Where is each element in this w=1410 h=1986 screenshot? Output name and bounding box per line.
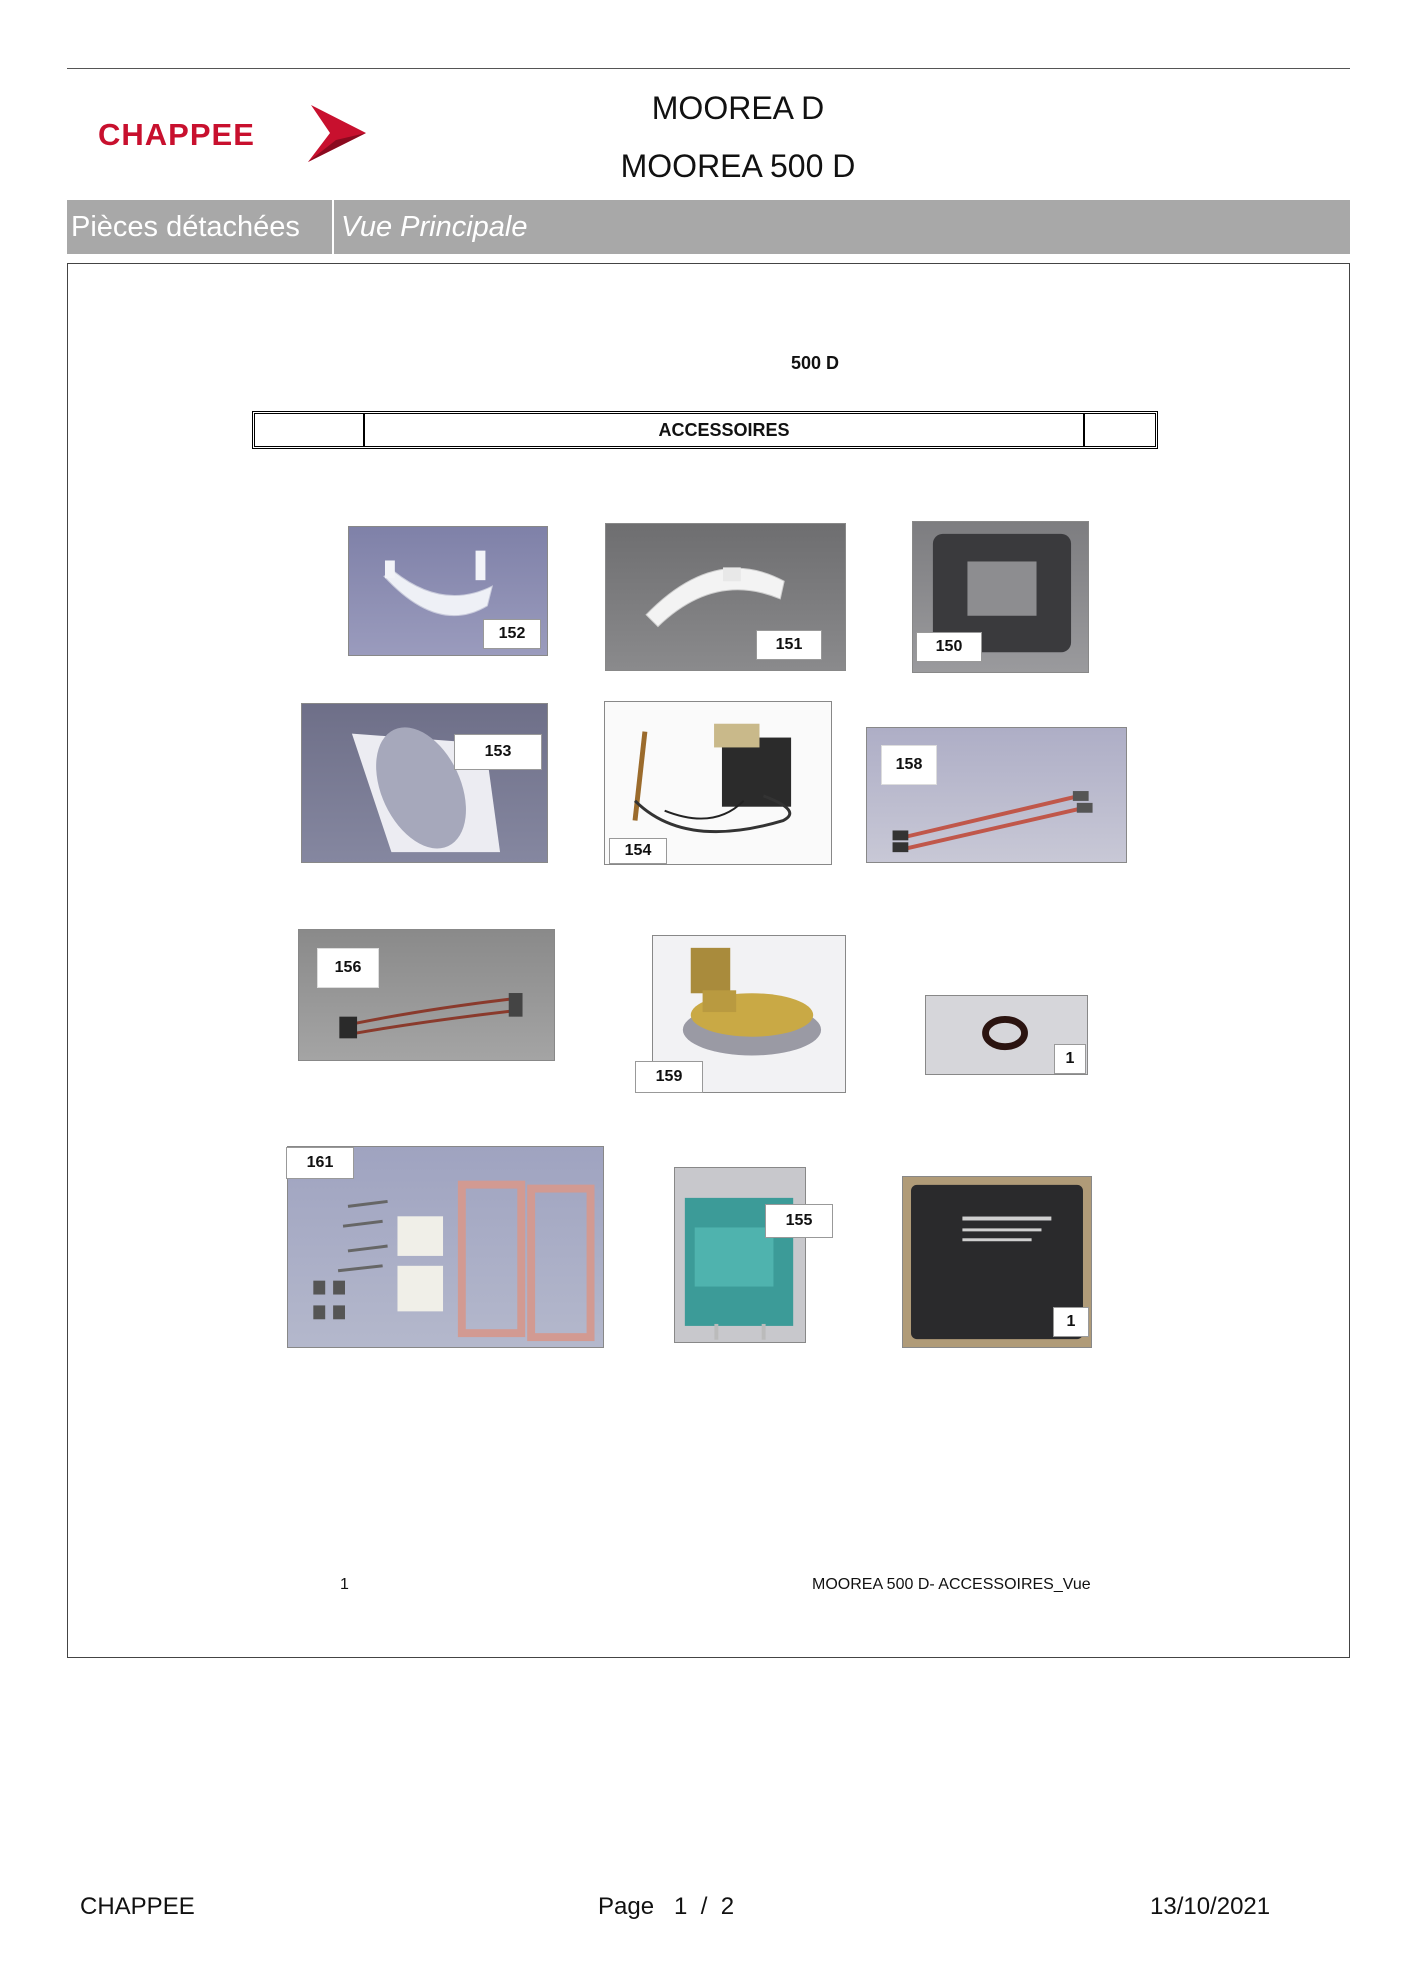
part-ref-tag: 1 <box>1053 1307 1089 1337</box>
category-cell-left <box>255 414 365 446</box>
title-line2: MOOREA 500 D <box>620 148 856 184</box>
part-image-150[interactable] <box>912 521 1089 673</box>
part-ref-tag: 161 <box>286 1147 354 1179</box>
part-image-1-ring[interactable] <box>925 995 1088 1075</box>
view-reference: MOOREA 500 D- ACCESSOIRES_Vue <box>812 1576 1091 1593</box>
footer-page-label: Page 1 / 2 <box>598 1893 735 1920</box>
part-image-159[interactable] <box>652 935 846 1093</box>
part-ref-tag: 151 <box>756 630 822 660</box>
view-page-number: 1 <box>340 1576 349 1593</box>
category-cell-right <box>1085 414 1155 446</box>
chappee-logo <box>98 100 368 166</box>
part-ref-tag: 153 <box>454 734 542 770</box>
part-image-155[interactable] <box>674 1167 813 1343</box>
band-left-label: Pièces détachées <box>67 200 334 254</box>
title-line1: MOOREA D <box>651 90 825 126</box>
part-ref-tag: 155 <box>765 1204 833 1238</box>
part-image-152[interactable] <box>348 526 548 656</box>
category-table <box>252 411 1158 449</box>
model-label: 500 D <box>790 353 840 373</box>
logo-text: CHAPPEE <box>98 117 255 152</box>
part-ref-tag: 158 <box>881 745 937 785</box>
part-ref-tag: 159 <box>635 1061 703 1093</box>
part-ref-tag: 150 <box>916 632 982 662</box>
part-image-154[interactable] <box>604 701 832 865</box>
part-image-158[interactable] <box>866 727 1127 863</box>
part-ref-tag: 156 <box>317 948 379 988</box>
section-band <box>67 200 1350 254</box>
part-image-161[interactable] <box>287 1146 604 1348</box>
part-ref-tag: 1 <box>1054 1044 1086 1074</box>
part-ref-tag: 154 <box>609 838 667 864</box>
part-image-151[interactable] <box>605 523 846 671</box>
logo-arrow-icon <box>98 100 368 166</box>
footer-date: 13/10/2021 <box>1150 1893 1271 1920</box>
part-image-1-box[interactable] <box>902 1176 1092 1348</box>
window-glass-icon <box>302 704 547 862</box>
category-label: ACCESSOIRES <box>365 414 1085 446</box>
part-image-156[interactable] <box>298 929 555 1061</box>
footer-brand: CHAPPEE <box>80 1893 195 1920</box>
part-image-153[interactable] <box>301 703 548 863</box>
top-rule <box>67 68 1350 69</box>
part-ref-tag: 152 <box>483 619 541 649</box>
band-right-label: Vue Principale <box>341 211 528 243</box>
ignition-transformer-icon <box>675 1168 805 1342</box>
